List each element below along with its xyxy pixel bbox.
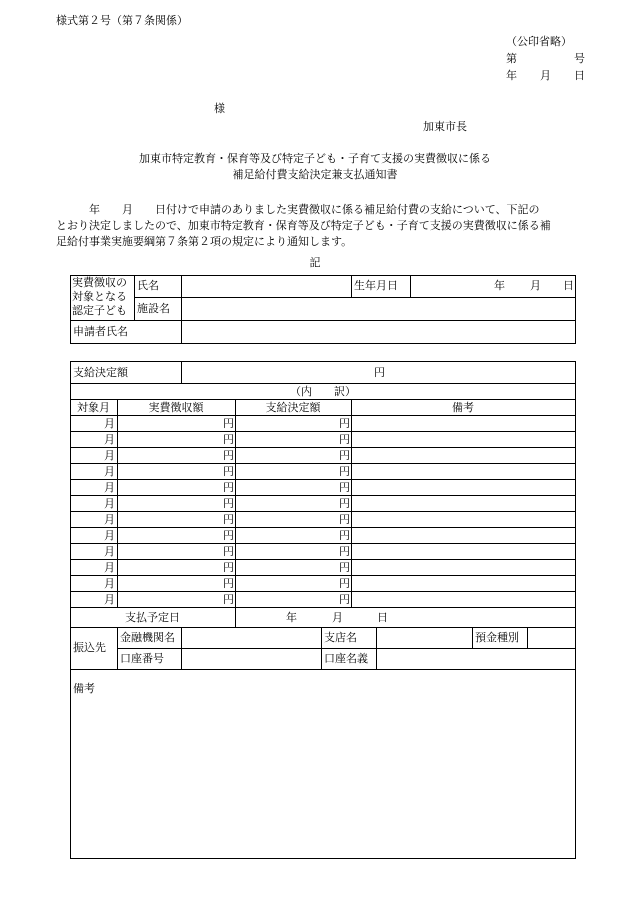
- column-header-month: 対象月: [77, 401, 110, 414]
- yen-unit: 円: [223, 529, 234, 542]
- yen-unit: 円: [223, 497, 234, 510]
- column-header-remarks: 備考: [452, 401, 474, 414]
- date-month: 月: [540, 69, 551, 82]
- yen-unit: 円: [223, 465, 234, 478]
- month-unit: 月: [104, 529, 115, 542]
- child-name-label: 氏名: [137, 279, 159, 292]
- child-group-label-line: 対象となる: [72, 290, 127, 303]
- notice-body-line: とおり決定しましたので、加東市特定教育・保育等及び特定子ども・子育て支援の実費徴収に係る補: [56, 219, 551, 232]
- total-yen-unit: 円: [374, 366, 385, 379]
- yen-unit: 円: [339, 465, 350, 478]
- date-year: 年: [506, 69, 517, 82]
- seal-omitted-note: （公印省略）: [506, 35, 572, 48]
- transfer-label: 振込先: [73, 641, 106, 654]
- month-unit: 月: [104, 481, 115, 494]
- payment-date-day: 日: [377, 611, 388, 624]
- remarks-label: 備考: [73, 682, 95, 695]
- dob-label: 生年月日: [354, 279, 398, 292]
- month-unit: 月: [104, 513, 115, 526]
- doc-number-prefix: 第: [506, 52, 517, 65]
- month-unit: 月: [104, 497, 115, 510]
- notice-body: [56, 202, 576, 250]
- dob-month: 月: [530, 279, 541, 292]
- month-unit: 月: [104, 433, 115, 446]
- notice-body-line: 足給付事業実施要綱第７条第２項の規定により通知します。: [56, 235, 353, 248]
- account-name-label: 口座名義: [324, 652, 368, 665]
- yen-unit: 円: [339, 417, 350, 430]
- yen-unit: 円: [339, 497, 350, 510]
- child-group-label-line: 認定子ども: [72, 304, 127, 317]
- bank-name-label: 金融機関名: [120, 631, 175, 644]
- yen-unit: 円: [223, 417, 234, 430]
- column-header-actual-charge: 実費徴収額: [148, 401, 204, 414]
- yen-unit: 円: [223, 449, 234, 462]
- yen-unit: 円: [223, 561, 234, 574]
- child-name-value: [182, 279, 350, 293]
- doc-number-suffix: 号: [574, 52, 585, 65]
- yen-unit: 円: [223, 577, 234, 590]
- yen-unit: 円: [223, 513, 234, 526]
- issuer: 加東市長: [423, 120, 467, 133]
- document-title-line2: 補足給付費支給決定兼支払通知書: [232, 168, 398, 181]
- child-group-label-line: 実費徴収の: [72, 276, 127, 289]
- dob-year: 年: [494, 279, 505, 292]
- date-day: 日: [574, 69, 585, 82]
- yen-unit: 円: [339, 561, 350, 574]
- column-header-decision-amount: 支給決定額: [265, 401, 321, 414]
- facility-label: 施設名: [137, 302, 170, 315]
- yen-unit: 円: [339, 449, 350, 462]
- month-unit: 月: [104, 561, 115, 574]
- yen-unit: 円: [339, 529, 350, 542]
- yen-unit: 円: [339, 577, 350, 590]
- payment-date-month: 月: [332, 611, 343, 624]
- payment-date-year: 年: [286, 611, 297, 624]
- payment-date-label: 支払予定日: [125, 611, 180, 624]
- yen-unit: 円: [339, 481, 350, 494]
- addressee-suffix: 様: [214, 102, 225, 115]
- document-title-line1: 加東市特定教育・保育等及び特定子ども・子育て支援の実費徴収に係る: [139, 152, 491, 165]
- yen-unit: 円: [223, 545, 234, 558]
- month-unit: 月: [104, 577, 115, 590]
- dob-day: 日: [563, 279, 574, 292]
- yen-unit: 円: [223, 481, 234, 494]
- month-unit: 月: [104, 417, 115, 430]
- month-unit: 月: [104, 545, 115, 558]
- notice-body-line: 年 月 日付けで申請のありました実費徴収に係る補足給付費の支給について、下記の: [56, 203, 540, 216]
- yen-unit: 円: [339, 545, 350, 558]
- yen-unit: 円: [339, 513, 350, 526]
- yen-unit: 円: [223, 433, 234, 446]
- month-unit: 月: [104, 465, 115, 478]
- month-unit: 月: [104, 449, 115, 462]
- ki-heading: 記: [309, 256, 321, 269]
- form-number: 様式第２号（第７条関係）: [56, 14, 188, 27]
- month-unit: 月: [104, 593, 115, 606]
- yen-unit: 円: [223, 593, 234, 606]
- applicant-label: 申請者氏名: [73, 325, 128, 338]
- account-number-label: 口座番号: [120, 652, 164, 665]
- yen-unit: 円: [339, 433, 350, 446]
- breakdown-label: （内 訳）: [290, 385, 356, 398]
- total-decision-label: 支給決定額: [73, 366, 128, 379]
- yen-unit: 円: [339, 593, 350, 606]
- deposit-type-label: 預金種別: [475, 631, 519, 644]
- branch-name-label: 支店名: [324, 631, 357, 644]
